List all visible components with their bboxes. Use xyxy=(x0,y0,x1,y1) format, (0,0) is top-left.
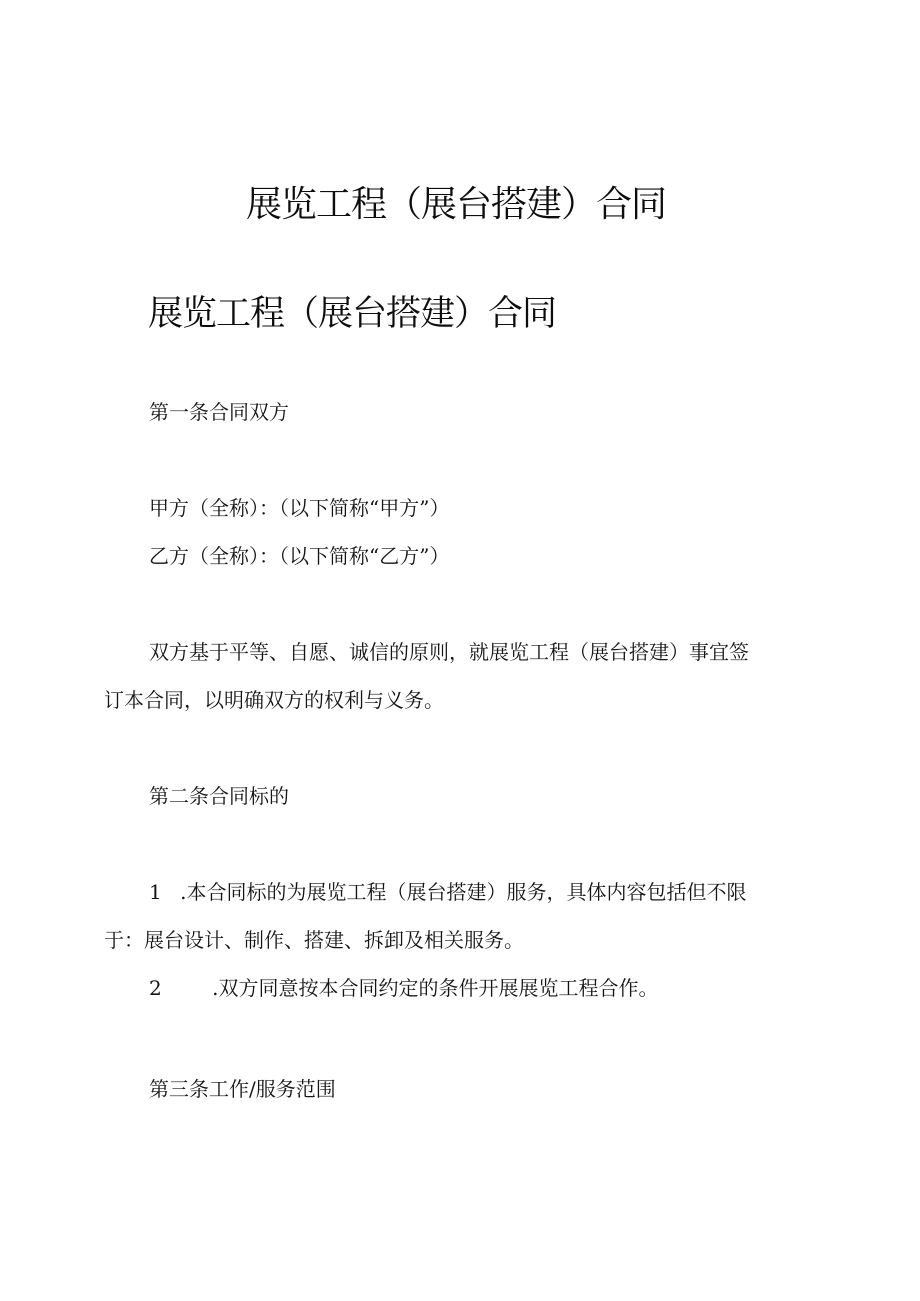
item1-line-2: 于：展台设计、制作、搭建、拆卸及相关服务。 xyxy=(104,928,524,952)
item2-line xyxy=(149,972,658,1001)
article3-heading: 第三条工作/服务范围 xyxy=(149,1077,336,1101)
intro-paragraph-line-1: 双方基于平等、自愿、诚信的原则，就展览工程（展台搭建）事宜签 xyxy=(149,640,749,664)
article2-heading: 第二条合同标的 xyxy=(149,784,289,808)
article1-heading: 第一条合同双方 xyxy=(149,400,289,424)
item2-text: .双方同意按本合同约定的条件开展展览工程合作。 xyxy=(212,976,659,1000)
item2-number: 2 xyxy=(149,976,162,1000)
document-main-title: 展览工程（展台搭建）合同 xyxy=(246,184,667,225)
item1-number: 1 xyxy=(149,880,162,904)
intro-paragraph-line-2: 订本合同，以明确双方的权利与义务。 xyxy=(104,688,444,712)
document-sub-title: 展览工程（展台搭建）合同 xyxy=(148,294,557,334)
item1-text-1: .本合同标的为展览工程（展台搭建）服务，具体内容包括但不限 xyxy=(180,880,747,904)
item1-line-1 xyxy=(149,876,746,905)
party-a-line: 甲方（全称）：（以下简称“甲方”） xyxy=(149,496,450,520)
party-b-line: 乙方（全称）：（以下简称“乙方”） xyxy=(149,544,450,568)
